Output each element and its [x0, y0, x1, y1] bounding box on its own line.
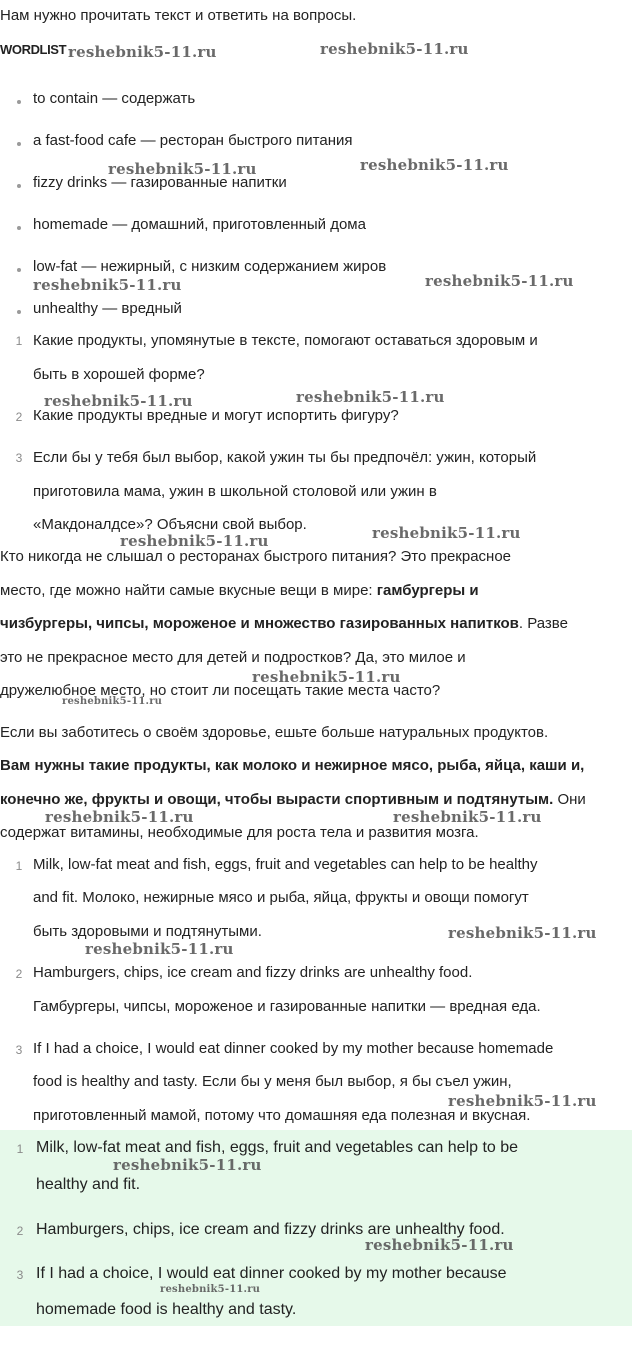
watermark-text: reshebnik5-11.ru: [85, 940, 234, 958]
watermark-text: reshebnik5-11.ru: [448, 1092, 597, 1110]
bullet-icon: [17, 268, 21, 272]
highlight-line: Hamburgers, chips, ice cream and fizzy drinks are unhealthy food.: [36, 1221, 505, 1238]
watermark-text: reshebnik5-11.ru: [33, 276, 182, 294]
question-line: Какие продукты вредные и могут испортить фигуру?: [33, 407, 399, 424]
watermark-text: reshebnik5-11.ru: [108, 160, 257, 178]
watermark-text: reshebnik5-11.ru: [365, 1236, 514, 1254]
question-line: «Макдоналдсе»? Объясни свой выбор.: [33, 516, 307, 533]
answer-line: Гамбургеры, чипсы, мороженое и газированные напитки — вредная еда.: [33, 998, 541, 1015]
list-number: 2: [16, 1224, 24, 1238]
watermark-text: reshebnik5-11.ru: [425, 272, 574, 290]
list-number: 1: [15, 859, 23, 873]
watermark-text: reshebnik5-11.ru: [62, 696, 163, 707]
list-number: 3: [15, 451, 23, 465]
text-span: . Разве: [518, 615, 568, 632]
wordlist-item: a fast-food cafe — ресторан быстрого питания: [33, 132, 353, 149]
answer-line: food is healthy and tasty. Если бы у меня был выбор, я бы съел ужин,: [33, 1073, 512, 1090]
text-line: Кто никогда не слышал о ресторанах быстрого питания? Это прекрасное: [0, 548, 512, 565]
text-line: это не прекрасное место для детей и подростков? Да, это милое и: [0, 649, 466, 666]
answer-line: If I had a choice, I would eat dinner cooked by my mother because homemade: [33, 1040, 554, 1057]
wordlist-title: WORDLIST: [0, 42, 67, 57]
watermark-text: reshebnik5-11.ru: [448, 924, 597, 942]
list-number: 1: [15, 334, 23, 348]
highlight-line: healthy and fit.: [36, 1176, 141, 1193]
bullet-icon: [17, 142, 21, 146]
question-line: быть в хорошей форме?: [33, 366, 205, 383]
watermark-text: reshebnik5-11.ru: [320, 40, 469, 58]
list-number: 2: [15, 967, 23, 981]
wordlist-item: unhealthy — вредный: [33, 300, 182, 317]
text-line: содержат витамины, необходимые для роста тела и развития мозга.: [0, 824, 479, 841]
watermark-text: reshebnik5-11.ru: [160, 1284, 261, 1295]
wordlist-item: low-fat — нежирный, с низким содержанием жиров: [33, 258, 387, 275]
text-span: место, где можно найти самые вкусные вещи в мире:: [0, 582, 377, 599]
text-span: Они: [553, 791, 586, 808]
watermark-text: reshebnik5-11.ru: [113, 1156, 262, 1174]
question-line: приготовила мама, ужин в школьной столовой или ужин в: [33, 483, 437, 500]
watermark-text: reshebnik5-11.ru: [296, 388, 445, 406]
wordlist-item: fizzy drinks — газированные напитки: [33, 174, 287, 191]
question-line: Если бы у тебя был выбор, какой ужин ты бы предпочёл: ужин, который: [33, 449, 537, 466]
wordlist-item: to contain — содержать: [33, 90, 196, 107]
list-number: 3: [16, 1268, 24, 1282]
watermark-text: reshebnik5-11.ru: [45, 808, 194, 826]
text-line: Если вы заботитесь о своём здоровье, ешьте больше натуральных продуктов.: [0, 724, 549, 741]
bullet-icon: [17, 310, 21, 314]
bold-text-span: чизбургеры, чипсы, мороженое и множество газированных напитков: [0, 615, 519, 632]
bullet-icon: [17, 100, 21, 104]
list-number: 3: [15, 1043, 23, 1057]
answer-line: быть здоровыми и подтянутыми.: [33, 923, 262, 940]
answer-line: and fit. Молоко, нежирные мясо и рыба, яйца, фрукты и овощи помогут: [33, 889, 529, 906]
bullet-icon: [17, 226, 21, 230]
list-number: 2: [15, 410, 23, 424]
answer-line: приготовленный мамой, потому что домашняя еда полезная и вкусная.: [33, 1107, 531, 1124]
wordlist-item: homemade — домашний, приготовленный дома: [33, 216, 366, 233]
list-number: 1: [16, 1142, 24, 1156]
watermark-text: reshebnik5-11.ru: [44, 392, 193, 410]
text-line: [0, 791, 586, 808]
watermark-text: reshebnik5-11.ru: [252, 668, 401, 686]
watermark-text: reshebnik5-11.ru: [372, 524, 521, 542]
text-line: [0, 582, 479, 599]
bold-text-span: гамбургеры и: [376, 582, 479, 599]
watermark-text: reshebnik5-11.ru: [393, 808, 542, 826]
question-line: Какие продукты, упомянутые в тексте, помогают оставаться здоровым и: [33, 332, 538, 349]
text-line: дружелюбное место, но стоит ли посещать такие места часто?: [0, 682, 441, 699]
highlight-line: Milk, low-fat meat and fish, eggs, fruit and vegetables can help to be: [36, 1139, 519, 1156]
highlight-line: If I had a choice, I would eat dinner cooked by my mother because: [36, 1265, 507, 1282]
highlight-line: homemade food is healthy and tasty.: [36, 1301, 297, 1318]
intro-text: Нам нужно прочитать текст и ответить на вопросы.: [0, 7, 357, 24]
answer-line: Milk, low-fat meat and fish, eggs, fruit and vegetables can help to be healthy: [33, 856, 538, 873]
watermark-text: reshebnik5-11.ru: [360, 156, 509, 174]
text-line: [0, 615, 568, 632]
answer-line: Hamburgers, chips, ice cream and fizzy drinks are unhealthy food.: [33, 964, 473, 981]
bullet-icon: [17, 184, 21, 188]
bold-text-span: конечно же, фрукты и овощи, чтобы вырасти спортивным и подтянутым.: [0, 791, 554, 808]
bold-text-line: Вам нужны такие продукты, как молоко и нежирное мясо, рыба, яйца, каши и,: [0, 757, 585, 774]
watermark-text: reshebnik5-11.ru: [120, 532, 269, 550]
watermark-text: reshebnik5-11.ru: [68, 43, 217, 61]
